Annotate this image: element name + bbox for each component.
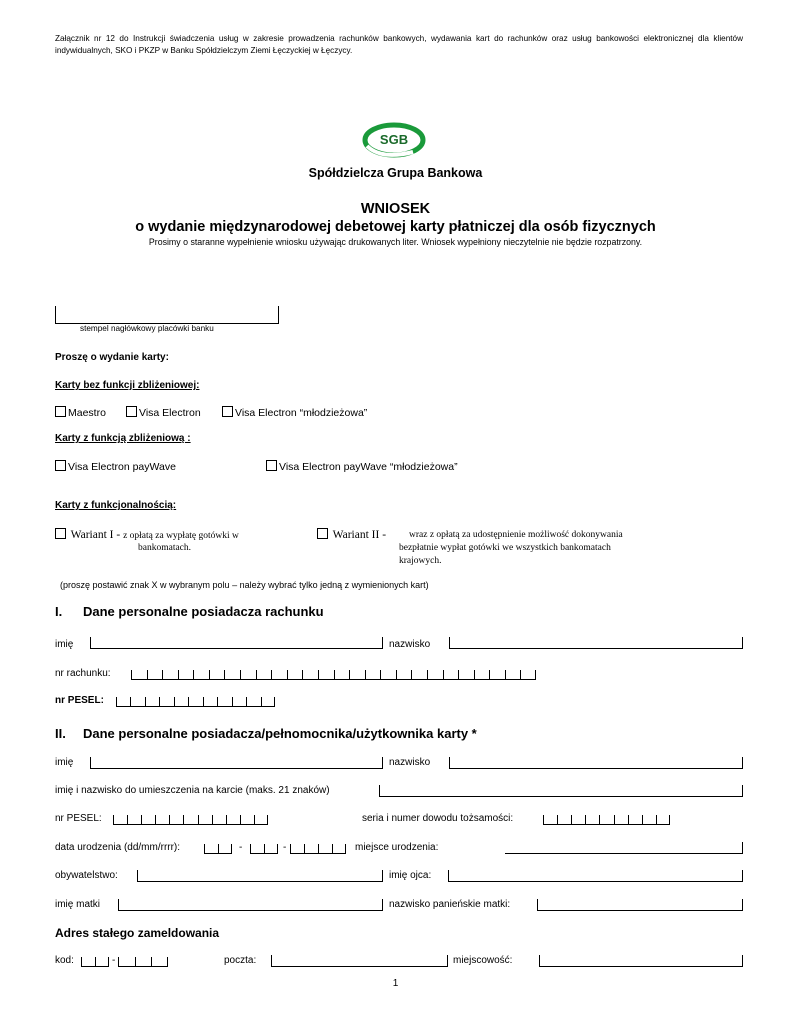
s2-id-doc-label: seria i numer dowodu tożsamości:	[362, 813, 514, 824]
s2-citizenship-field[interactable]	[137, 869, 383, 882]
s2-card-name-label: imię i nazwisko do umieszczenia na karcie (maks. 21 znaków)	[55, 785, 330, 796]
section2-title: Dane personalne posiadacza/pełnomocnika/użytkownika karty *	[83, 726, 477, 741]
variant-2-desc1: wraz z opłatą za udostępnienie możliwość dokonywania	[409, 530, 623, 540]
form-subtitle: o wydanie międzynarodowej debetowej karty płatniczej dla osób fizycznych	[135, 219, 656, 235]
s1-pesel-digits[interactable]	[116, 696, 275, 707]
s2-mother-name-label: imię matki	[55, 899, 101, 910]
checkbox[interactable]	[222, 406, 233, 417]
city-field[interactable]	[539, 954, 743, 967]
option-maestro[interactable]: Maestro	[55, 406, 106, 419]
section1-title: Dane personalne posiadacza rachunku	[83, 604, 324, 619]
s1-last-name-label: nazwisko	[389, 639, 431, 650]
s2-mother-name-field[interactable]	[118, 898, 383, 911]
checkbox[interactable]	[317, 528, 328, 539]
option-visa-electron[interactable]: Visa Electron	[126, 406, 201, 419]
choice-note: (proszę postawić znak X w wybranym polu – należy wybrać tylko jedną z wymienionych kart)	[60, 580, 429, 590]
s2-mother-maiden-label: nazwisko panieńskie matki:	[389, 899, 511, 910]
s1-last-name-field[interactable]	[449, 636, 743, 649]
option-visa-paywave-mlodziezowa[interactable]: Visa Electron payWave “młodzieżowa”	[266, 460, 458, 473]
section2-number: II.	[55, 726, 66, 741]
group1-heading: Karty bez funkcji zbliżeniowej:	[55, 380, 200, 391]
s2-birth-date-label: data urodzenia (dd/mm/rrrr):	[55, 842, 181, 853]
s2-father-name-field[interactable]	[448, 869, 743, 882]
postcode-part1-digits[interactable]	[81, 956, 109, 967]
s2-first-name-field[interactable]	[90, 756, 383, 769]
form-title: WNIOSEK	[360, 201, 431, 217]
s2-card-name-field[interactable]	[379, 784, 743, 797]
s1-account-label: nr rachunku:	[55, 668, 111, 679]
post-office-label: poczta:	[224, 955, 257, 966]
group2-heading: Karty z funkcją zbliżeniową :	[55, 433, 191, 444]
s2-first-name-label: imię	[55, 757, 74, 768]
s2-father-name-label: imię ojca:	[389, 870, 432, 881]
s1-account-digits[interactable]	[131, 669, 536, 680]
checkbox[interactable]	[55, 406, 66, 417]
s2-mother-maiden-field[interactable]	[537, 898, 743, 911]
checkbox[interactable]	[55, 460, 66, 471]
option-variant-1[interactable]: Wariant I - z opłatą za wypłatę gotówki w	[55, 528, 239, 541]
request-label: Proszę o wydanie karty:	[55, 352, 169, 363]
stamp-area	[55, 306, 279, 324]
s2-birth-place-label: miejsce urodzenia:	[355, 842, 439, 853]
s2-id-doc-digits[interactable]	[543, 814, 670, 825]
postcode-part2-digits[interactable]	[118, 956, 168, 967]
form-instruction: Prosimy o staranne wypełnienie wniosku używając drukowanych liter. Wniosek wypełniony nieczytelnie nie będzie rozpatrzony.	[148, 237, 643, 247]
birth-day-digits[interactable]	[204, 843, 232, 854]
variant-2-desc3: krajowych.	[399, 556, 442, 566]
option-visa-electron-mlodziezowa[interactable]: Visa Electron “młodzieżowa”	[222, 406, 367, 419]
birth-year-digits[interactable]	[290, 843, 346, 854]
section1-number: I.	[55, 604, 63, 619]
checkbox[interactable]	[126, 406, 137, 417]
postcode-label: kod:	[55, 955, 74, 966]
s1-first-name-field[interactable]	[90, 636, 383, 649]
address-title: Adres stałego zameldowania	[55, 926, 220, 940]
s1-first-name-label: imię	[55, 639, 74, 650]
group3-heading: Karty z funkcjonalnością:	[55, 500, 177, 511]
s2-pesel-label: nr PESEL:	[55, 813, 102, 824]
stamp-label: stempel nagłówkowy placówki banku	[80, 324, 214, 333]
checkbox[interactable]	[266, 460, 277, 471]
s2-birth-place-field[interactable]	[505, 841, 743, 854]
option-visa-paywave[interactable]: Visa Electron payWave	[55, 460, 176, 473]
s2-citizenship-label: obywatelstwo:	[55, 870, 118, 881]
post-office-field[interactable]	[271, 954, 448, 967]
birth-month-digits[interactable]	[250, 843, 278, 854]
sgb-logo	[361, 120, 427, 160]
s2-last-name-field[interactable]	[449, 756, 743, 769]
s2-last-name-label: nazwisko	[389, 757, 431, 768]
variant-1-desc: bankomatach.	[138, 543, 192, 553]
variant-2-desc2: bezpłatnie wypłat gotówki we wszystkich bankomatach	[399, 543, 611, 553]
city-label: miejscowość:	[453, 955, 513, 966]
logo-text: SGB	[379, 132, 409, 147]
s2-pesel-digits[interactable]	[113, 814, 268, 825]
organization-name: Spółdzielcza Grupa Bankowa	[308, 166, 483, 180]
checkbox[interactable]	[55, 528, 66, 539]
option-variant-2[interactable]: Wariant II -	[317, 528, 386, 541]
attachment-note: Załącznik nr 12 do Instrukcji świadczenia usług w zakresie prowadzenia rachunków bankowych, wydawania kart do rachunków oraz usług bankowości elektronicznej dla klientów indywidualnych, SKO i PKZP w Banku Spółdzielczym Ziemi Łęczyckiej w Łęczycy.	[55, 34, 743, 55]
page-number: 1	[392, 978, 399, 989]
s1-pesel-label: nr PESEL:	[55, 695, 104, 706]
